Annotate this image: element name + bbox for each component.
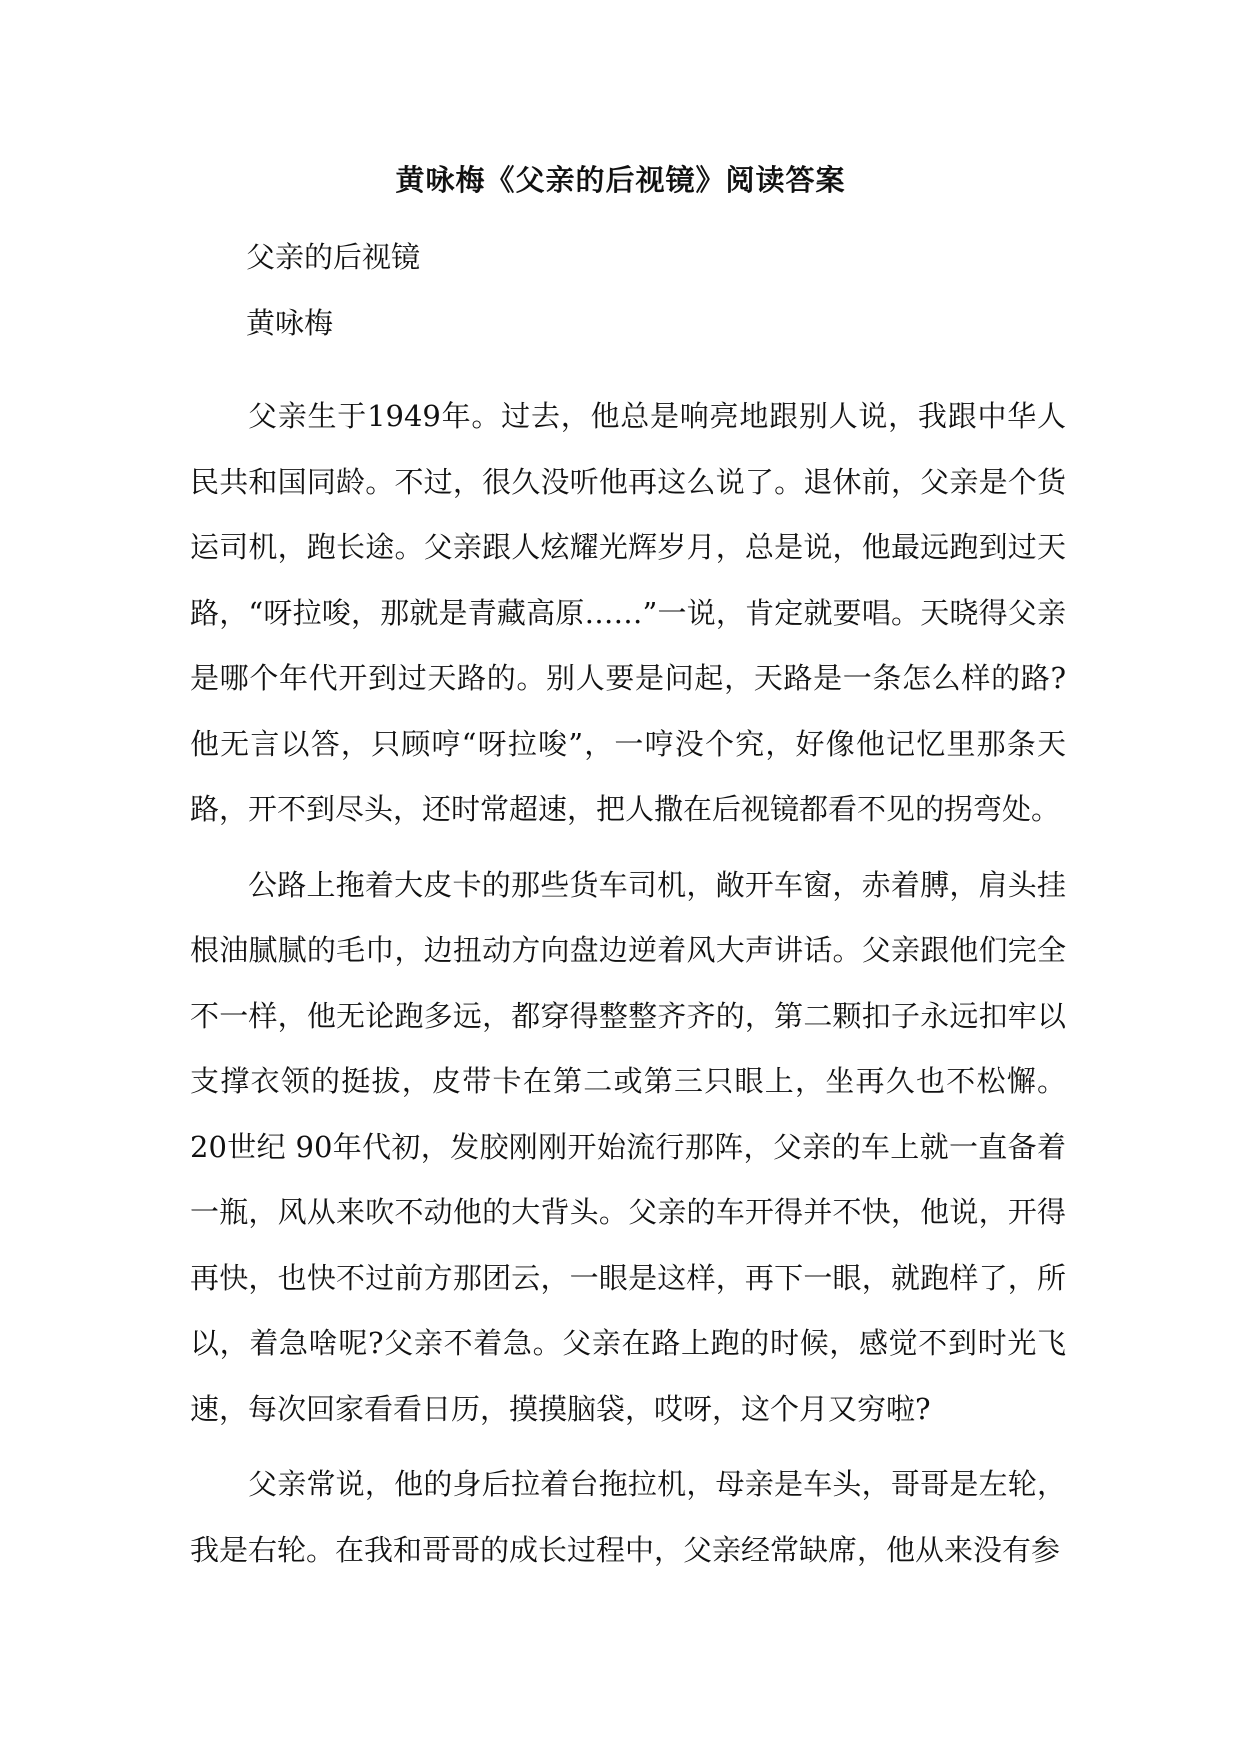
author-name: 黄咏梅 — [246, 306, 334, 340]
paragraph-1: 父亲生于1949年。过去，他总是响亮地跟别人说，我跟中华人民共和国同龄。不过，很久没听他再这么说了。退休前，父亲是个货运司机，跑长途。父亲跟人炫耀光辉岁月，总是说，他最远跑到过天路，“呀拉唆，那就是青藏高原……”一说，肯定就要唱。天晓得父亲是哪个年代开到过天路的。别人要是问起，天路是一条怎么样的路?他无言以答，只顾哼“呀拉唆”，一哼没个究，好像他记忆里那条天路，开不到尽头，还时常超速，把人撒在后视镜都看不见的拐弯处。 — [190, 399, 1066, 826]
paragraph-2: 公路上拖着大皮卡的那些货车司机，敞开车窗，赤着膊，肩头挂根油腻腻的毛巾，边扭动方向盘边逆着风大声讲话。父亲跟他们完全不一样，他无论跑多远，都穿得整整齐齐的，第二颗扣子永远扣牢以支撑衣领的挺拔，皮带卡在第二或第三只眼上，坐再久也不松懈。20世纪 90年代初，发胶刚刚开始流行那阵，父亲的车上就一直备着一瓶，风从来吹不动他的大背头。父亲的车开得并不快，他说，开得再快，也快不过前方那团云，一眼是这样，再下一眼，就跑样了，所以，着急啥呢?父亲不着急。父亲在路上跑的时候，感觉不到时光飞速，每次回家看看日历，摸摸脑袋，哎呀，这个月又穷啦? — [190, 867, 1066, 1426]
essay-body — [190, 384, 1066, 1593]
document-title: 黄咏梅《父亲的后视镜》阅读答案 — [395, 163, 846, 197]
paragraph-3: 父亲常说，他的身后拉着台拖拉机，母亲是车头，哥哥是左轮，我是右轮。在我和哥哥的成长过程中，父亲经常缺席，他从来没有参 — [190, 1467, 1066, 1567]
essay-title: 父亲的后视镜 — [246, 240, 421, 274]
